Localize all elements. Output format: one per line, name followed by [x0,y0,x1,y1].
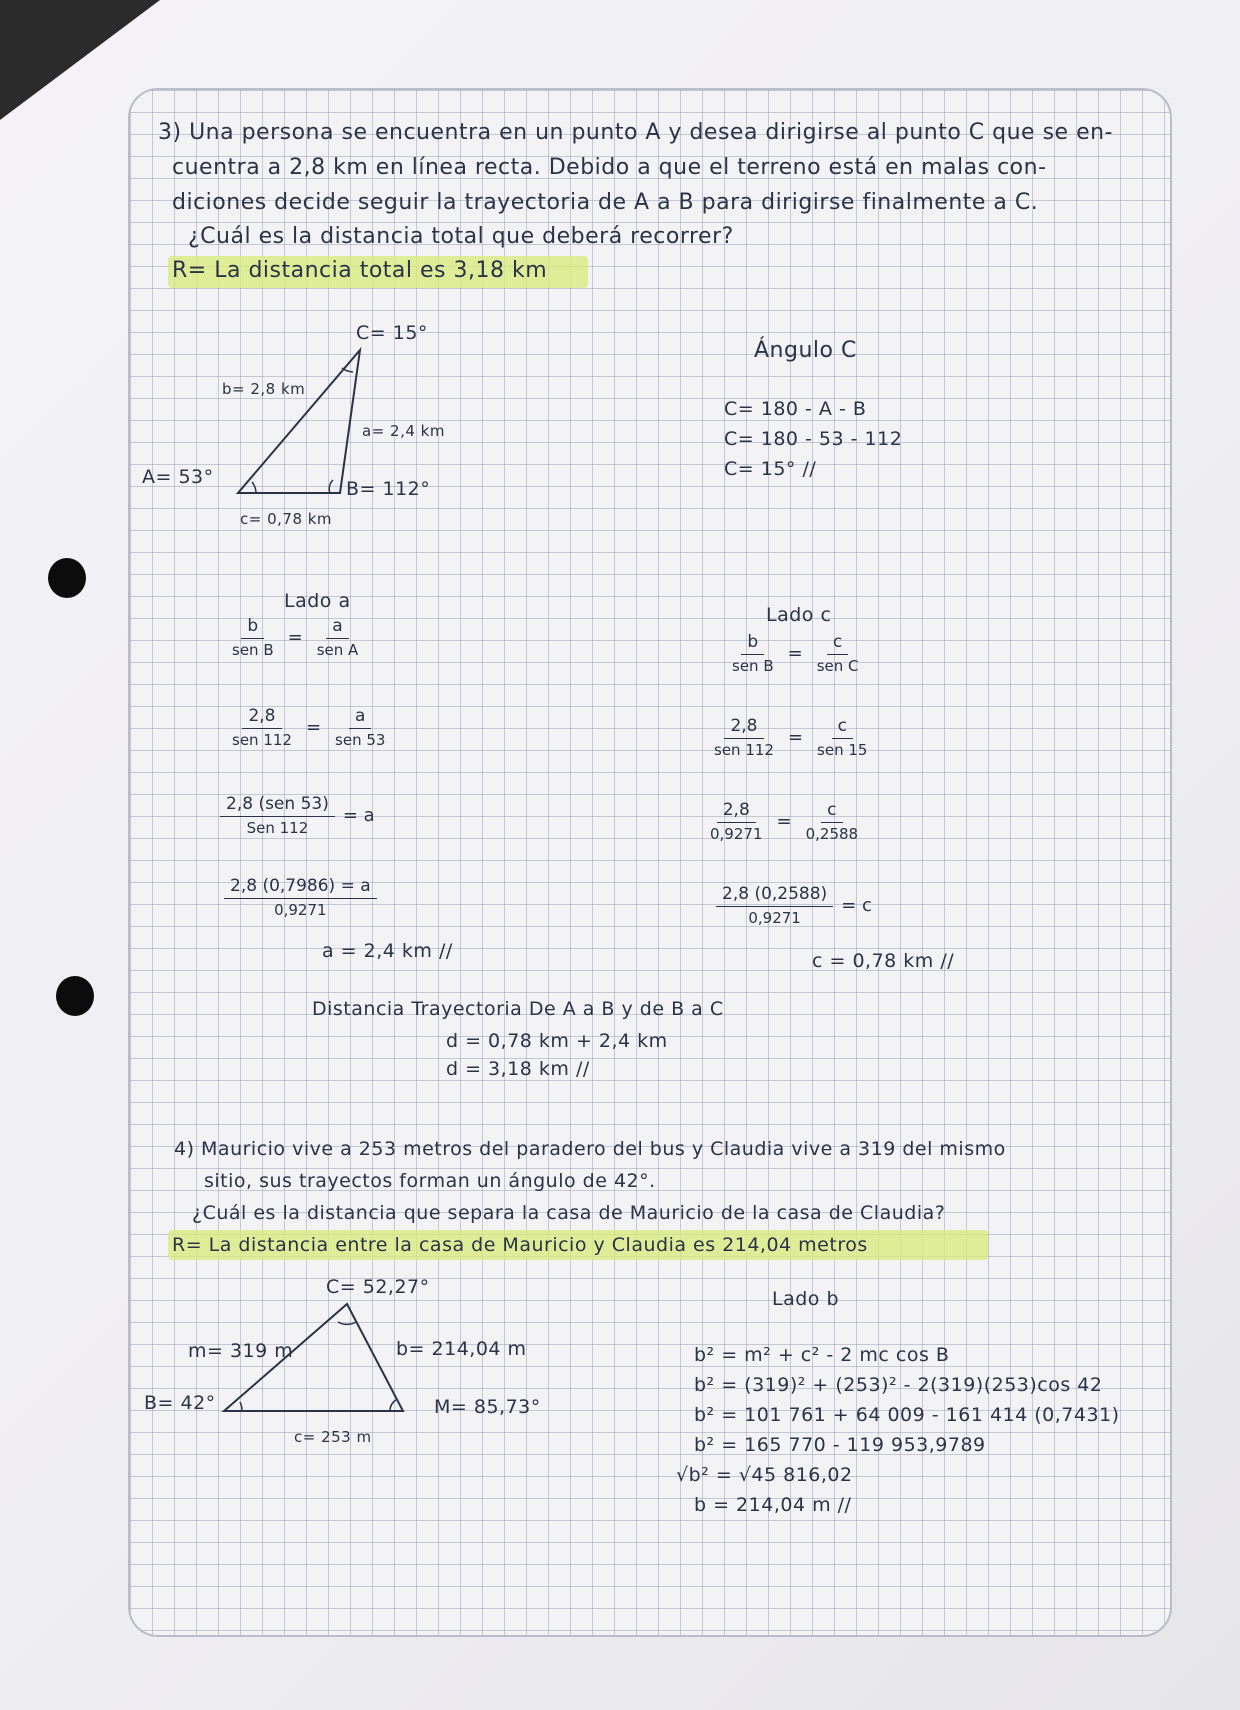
triangle-figure-1 [230,340,390,500]
frac-den: 0,9271 [748,909,801,927]
triangle2-angle-b: B= 42° [144,1392,216,1414]
frac-den: sen 112 [714,741,774,759]
frac-den: sen 53 [335,731,386,749]
frac-den: sen A [316,641,359,659]
frac-num: 2,8 [717,800,756,823]
frac-num: 2,8 (0,2588) [716,884,833,907]
problem3-line-3: diciones decide seguir la trayectoria de A a B para dirigirse finalmente a C. [172,190,1039,215]
side-a-result: a = 2,4 km // [322,940,453,962]
triangle1-angle-b: B= 112° [346,478,431,500]
frac-num: c [827,632,848,655]
triangle2-angle-c: C= 52,27° [326,1276,430,1298]
frac-den: sen B [232,641,274,659]
frac-num: 2,8 [242,706,281,729]
frac-den: sen 112 [232,731,292,749]
frac-den: sen C [816,657,859,675]
side-a-title: Lado a [284,590,351,612]
side-a-equation-1: b sen B = a sen A [226,616,364,659]
frac-num: b [241,616,264,639]
problem4-line-2: sitio, sus trayectos forman un ángulo de 42°. [204,1170,656,1192]
frac-num: c [832,716,853,739]
problem3-line-1: 3) Una persona se encuentra en un punto A y desea dirigirse al punto C que se en- [158,120,1113,145]
frac-num: 2,8 (0,7986) = a [224,876,377,899]
frac-den: sen B [732,657,774,675]
triangle1-angle-c: C= 15° [356,322,428,344]
angle-c-step-1: C= 180 - A - B [724,398,867,420]
side-c-equation-3: $\frac{2,8}{0,9271}$ = $\frac{c}{0,2588}$ [704,800,864,843]
angle-c-result: C= 15° // [724,458,817,480]
frac-den: sen 15 [817,741,868,759]
side-b-step-5: √b² = √45 816,02 [676,1464,853,1486]
side-b-step-2: b² = (319)² + (253)² - 2(319)(253)cos 42 [694,1374,1103,1396]
frac-den: 0,2588 [805,825,859,843]
distance-step-1: d = 0,78 km + 2,4 km [446,1030,668,1052]
distance-result: d = 3,18 km // [446,1058,590,1080]
problem4-line-3: ¿Cuál es la distancia que separa la casa de Mauricio de la casa de Claudia? [192,1202,946,1224]
triangle2-side-b: b= 214,04 m [396,1338,527,1360]
frac-num: c [821,800,842,823]
side-b-step-4: b² = 165 770 - 119 953,9789 [694,1434,986,1456]
side-b-title: Lado b [772,1288,840,1310]
frac-den: Sen 112 [246,819,309,837]
side-c-title: Lado c [766,604,832,626]
distance-title: Distancia Trayectoria De A a B y de B a C [312,998,724,1020]
triangle2-angle-m: M= 85,73° [434,1396,541,1418]
side-c-equation-4 [716,884,880,927]
side-c-equation-2: 2,8 sen 112 = c sen 15 [708,716,873,759]
frac-result: = c [841,895,872,916]
triangle2-side-m: m= 319 m [188,1340,294,1362]
triangle1-side-c: c= 0,78 km [240,510,333,528]
problem4-answer: R= La distancia entre la casa de Mauricio y Claudia es 214,04 metros [172,1234,868,1256]
problem3-line-4: ¿Cuál es la distancia total que deberá recorrer? [188,224,734,249]
problem3-line-2: cuentra a 2,8 km en línea recta. Debido a que el terreno está en malas con- [172,155,1047,180]
frac-den: 0,9271 [274,901,327,919]
angle-c-title: Ángulo C [754,338,857,363]
frac-num: a [349,706,371,729]
frac-den: 0,9271 [710,825,763,843]
side-a-equation-3 [220,794,383,837]
binder-hole-bottom [56,976,94,1016]
problem3-answer: R= La distancia total es 3,18 km [172,258,548,283]
side-b-step-1: b² = m² + c² - 2 mc cos B [694,1344,950,1366]
side-b-step-3: b² = 101 761 + 64 009 - 161 414 (0,7431) [694,1404,1120,1426]
frac-num: a [326,616,348,639]
triangle1-angle-a: A= 53° [142,466,214,488]
frac-num: 2,8 (sen 53) [220,794,335,817]
side-b-result: b = 214,04 m // [694,1494,852,1516]
triangle1-side-a: a= 2,4 km [362,422,445,440]
angle-c-step-2: C= 180 - 53 - 112 [724,428,903,450]
frac-result: = a [342,805,375,826]
frac-num: 2,8 [724,716,763,739]
side-c-equation-1: b sen B = c sen C [726,632,865,675]
triangle2-side-c: c= 253 m [294,1428,372,1446]
side-a-equation-4 [224,876,377,919]
frac-num: b [741,632,764,655]
binder-hole-top [48,558,86,598]
problem4-line-1: 4) Mauricio vive a 253 metros del paradero del bus y Claudia vive a 319 del mismo [174,1138,1006,1160]
side-a-equation-2: 2,8 sen 112 = a sen 53 [226,706,391,749]
triangle1-side-b: b= 2,8 km [222,380,306,398]
side-c-result: c = 0,78 km // [812,950,955,972]
